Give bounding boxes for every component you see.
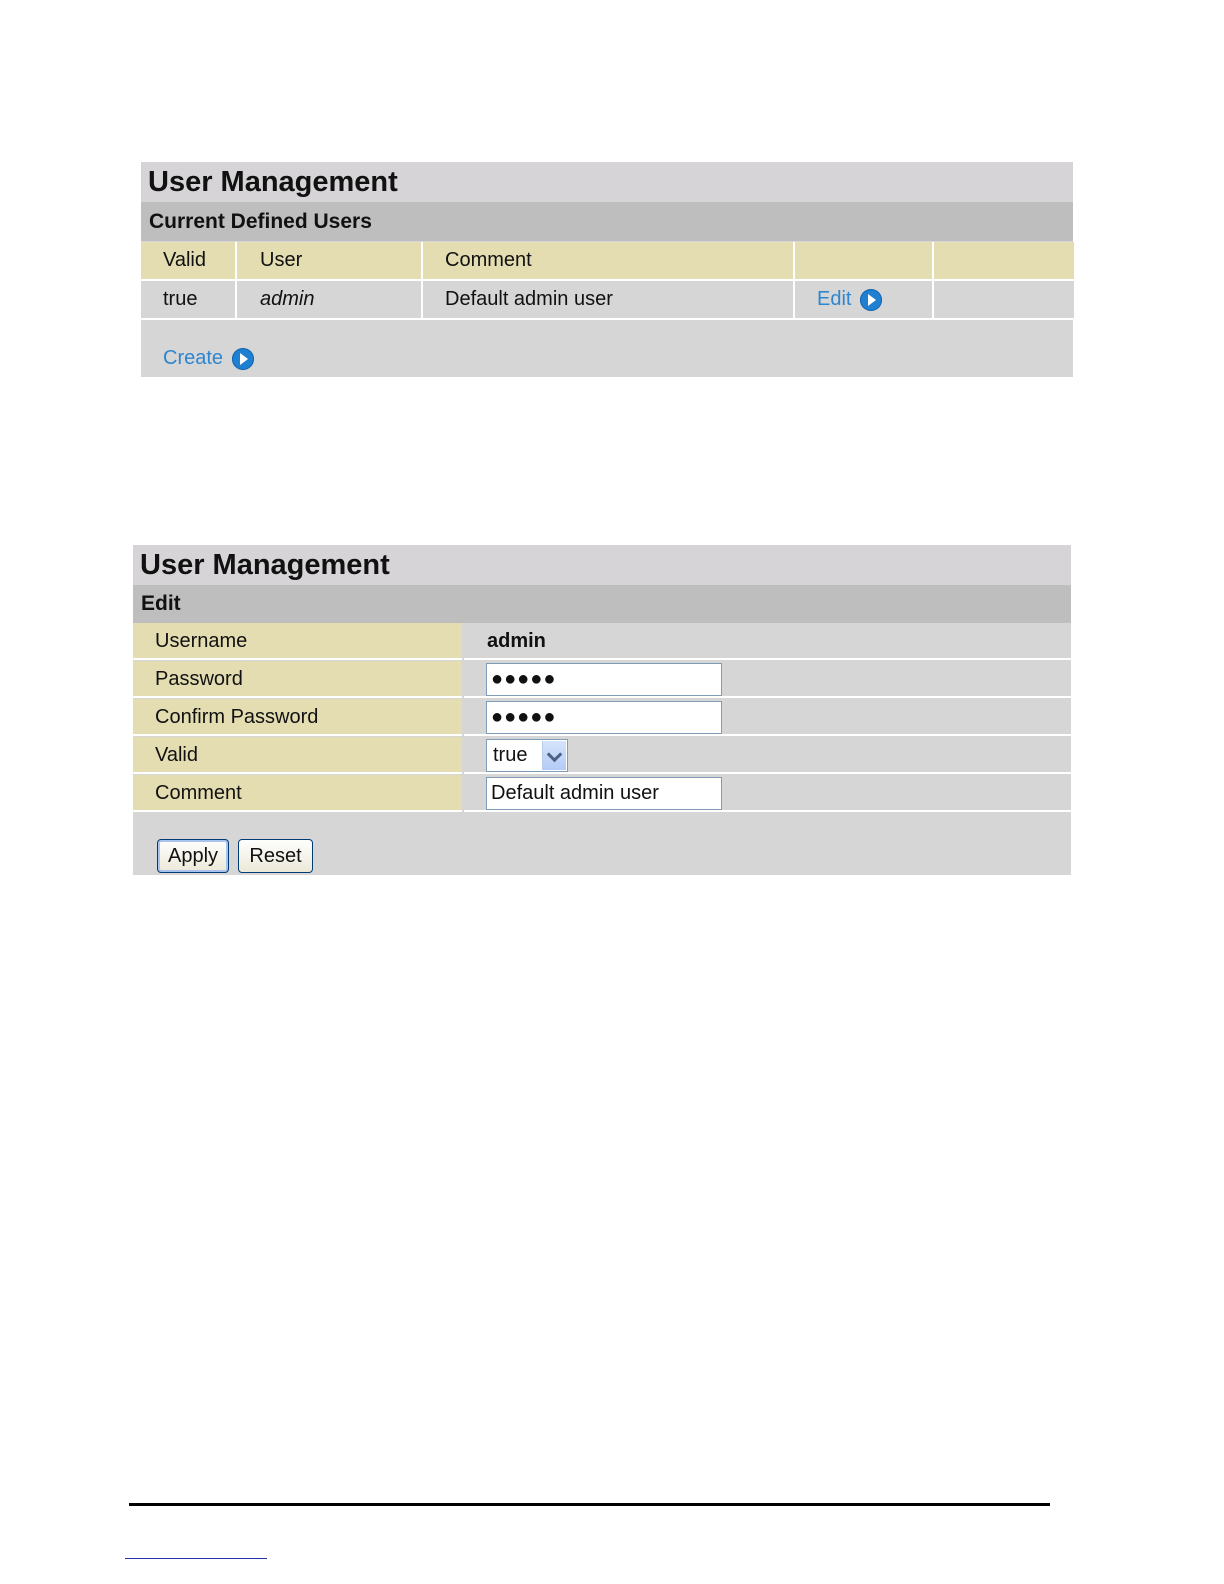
valid-select-value: true bbox=[493, 744, 528, 766]
password-value-cell bbox=[464, 661, 1071, 698]
column-header-valid: Valid bbox=[141, 242, 236, 280]
cell-action bbox=[794, 280, 933, 319]
table-row bbox=[141, 280, 1074, 319]
form-row-comment bbox=[133, 775, 1071, 812]
username-value-cell bbox=[464, 623, 1071, 660]
arrow-right-circle-icon[interactable] bbox=[860, 289, 882, 311]
confirm-password-label: Confirm Password bbox=[133, 699, 462, 736]
cell-comment: Default admin user bbox=[422, 280, 794, 319]
confirm-password-field[interactable] bbox=[486, 701, 722, 734]
cell-empty bbox=[933, 280, 1074, 319]
section-header-current-users: Current Defined Users bbox=[141, 203, 1073, 241]
column-header-user: User bbox=[236, 242, 422, 280]
footer-divider bbox=[129, 1503, 1050, 1506]
column-header-action bbox=[794, 242, 933, 280]
reset-button[interactable]: Reset bbox=[238, 839, 313, 873]
username-label: Username bbox=[133, 623, 462, 660]
cell-user: admin bbox=[236, 280, 422, 319]
form-row-username bbox=[133, 623, 1071, 660]
valid-label: Valid bbox=[133, 737, 462, 774]
comment-field[interactable] bbox=[486, 777, 722, 810]
page-title: User Management bbox=[133, 545, 1071, 586]
column-header-extra bbox=[933, 242, 1074, 280]
footer-underline bbox=[125, 1558, 267, 1559]
page-title: User Management bbox=[141, 162, 1073, 203]
password-field[interactable] bbox=[486, 663, 722, 696]
comment-value-cell bbox=[464, 775, 1071, 812]
form-row-valid bbox=[133, 737, 1071, 774]
form-row-password bbox=[133, 661, 1071, 698]
users-table bbox=[141, 242, 1074, 320]
edit-link-label: Edit bbox=[817, 288, 852, 310]
comment-label: Comment bbox=[133, 775, 462, 812]
apply-button[interactable]: Apply bbox=[157, 839, 229, 873]
create-row bbox=[163, 347, 254, 370]
valid-select-button[interactable] bbox=[542, 741, 566, 770]
section-header-edit: Edit bbox=[133, 585, 1071, 623]
password-label: Password bbox=[133, 661, 462, 698]
edit-user-link[interactable] bbox=[817, 288, 882, 311]
form-row-confirm-password bbox=[133, 699, 1071, 736]
create-link-label: Create bbox=[163, 347, 224, 369]
confirm-password-value-cell bbox=[464, 699, 1071, 736]
arrow-right-circle-icon[interactable] bbox=[232, 348, 254, 370]
create-user-link[interactable] bbox=[163, 347, 254, 370]
column-header-comment: Comment bbox=[422, 242, 794, 280]
edit-panel bbox=[133, 545, 1071, 875]
valid-value-cell bbox=[464, 737, 1071, 774]
users-panel bbox=[141, 162, 1073, 377]
chevron-down-icon bbox=[547, 747, 563, 763]
valid-select[interactable] bbox=[486, 739, 568, 772]
username-value: admin bbox=[487, 630, 546, 652]
cell-valid: true bbox=[141, 280, 236, 319]
table-header-row bbox=[141, 242, 1074, 280]
